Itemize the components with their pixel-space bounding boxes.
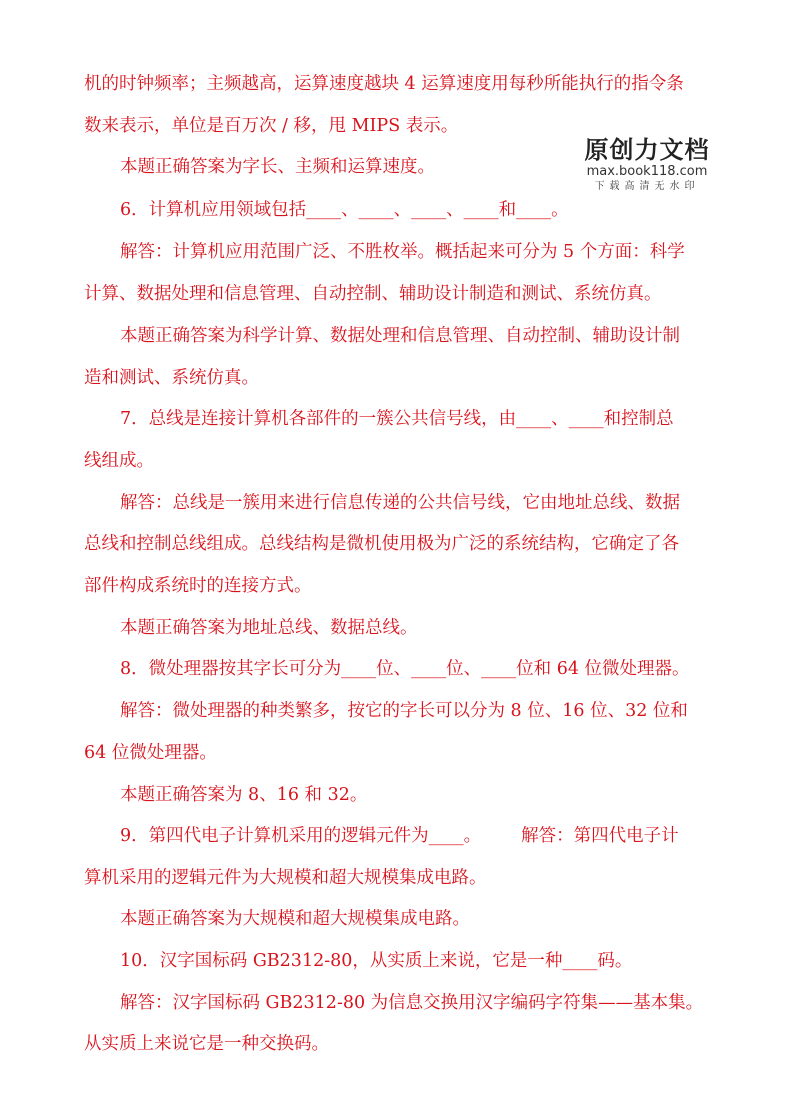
text-line: 算机采用的逻辑元件为大规模和超大规模集成电路。 <box>84 868 487 888</box>
text-line: 造和测试、系统仿真。 <box>84 368 259 388</box>
text-line: 总线和控制总线组成。总线结构是微机使用极为广泛的系统结构，它确定了各 <box>84 534 679 554</box>
question-6: 6．计算机应用领域包括____、____、____、____和____。 <box>120 200 569 220</box>
watermark-title: 原创力文档 <box>584 136 710 164</box>
text-line: 机的时钟频率；主频越高，运算速度越块 4 运算速度用每秒所能执行的指令条 <box>84 74 684 94</box>
answer-line: 本题正确答案为地址总线、数据总线。 <box>120 618 418 638</box>
explanation-10: 解答：汉字国标码 GB2312-80 为信息交换用汉字编码字符集——基本集。 <box>120 993 704 1013</box>
question-9-text: 9．第四代电子计算机采用的逻辑元件为____。 <box>120 826 482 846</box>
question-10: 10．汉字国标码 GB2312-80，从实质上来说，它是一种____码。 <box>120 951 633 971</box>
answer-line: 本题正确答案为 8、16 和 32。 <box>120 785 368 805</box>
text-line: 数来表示，单位是百万次 / 移，甩 MIPS 表示。 <box>84 116 459 136</box>
text-line: 64 位微处理器。 <box>84 743 217 763</box>
answer-line: 本题正确答案为字长、主频和运算速度。 <box>120 157 435 177</box>
question-8: 8．微处理器按其字长可分为____位、____位、____位和 64 位微处理器。 <box>120 659 690 679</box>
answer-line: 本题正确答案为科学计算、数据处理和信息管理、自动控制、辅助设计制 <box>120 326 680 346</box>
text-line: 计算、数据处理和信息管理、自动控制、辅助设计制造和测试、系统仿真。 <box>84 284 662 304</box>
watermark-subtitle: 下载高清无水印 <box>594 181 700 192</box>
watermark-url: max.book118.com <box>586 164 708 179</box>
explanation-6: 解答：计算机应用范围广泛、不胜枚举。概括起来可分为 5 个方面：科学 <box>120 242 685 262</box>
answer-line: 本题正确答案为大规模和超大规模集成电路。 <box>120 909 470 929</box>
text-line: 部件构成系统时的连接方式。 <box>84 576 312 596</box>
question-9 <box>120 824 724 848</box>
explanation-8: 解答：微处理器的种类繁多，按它的字长可以分为 8 位、16 位、32 位和 <box>120 701 688 721</box>
explanation-7: 解答：总线是一簇用来进行信息传递的公共信号线，它由地址总线、数据 <box>120 493 680 513</box>
text-line: 从实质上来说它是一种交换码。 <box>84 1034 329 1054</box>
explanation-9-start: 解答：第四代电子计 <box>521 826 679 846</box>
text-line: 线组成。 <box>84 451 154 471</box>
question-7: 7．总线是连接计算机各部件的一簇公共信号线，由____、____和控制总 <box>120 409 674 429</box>
